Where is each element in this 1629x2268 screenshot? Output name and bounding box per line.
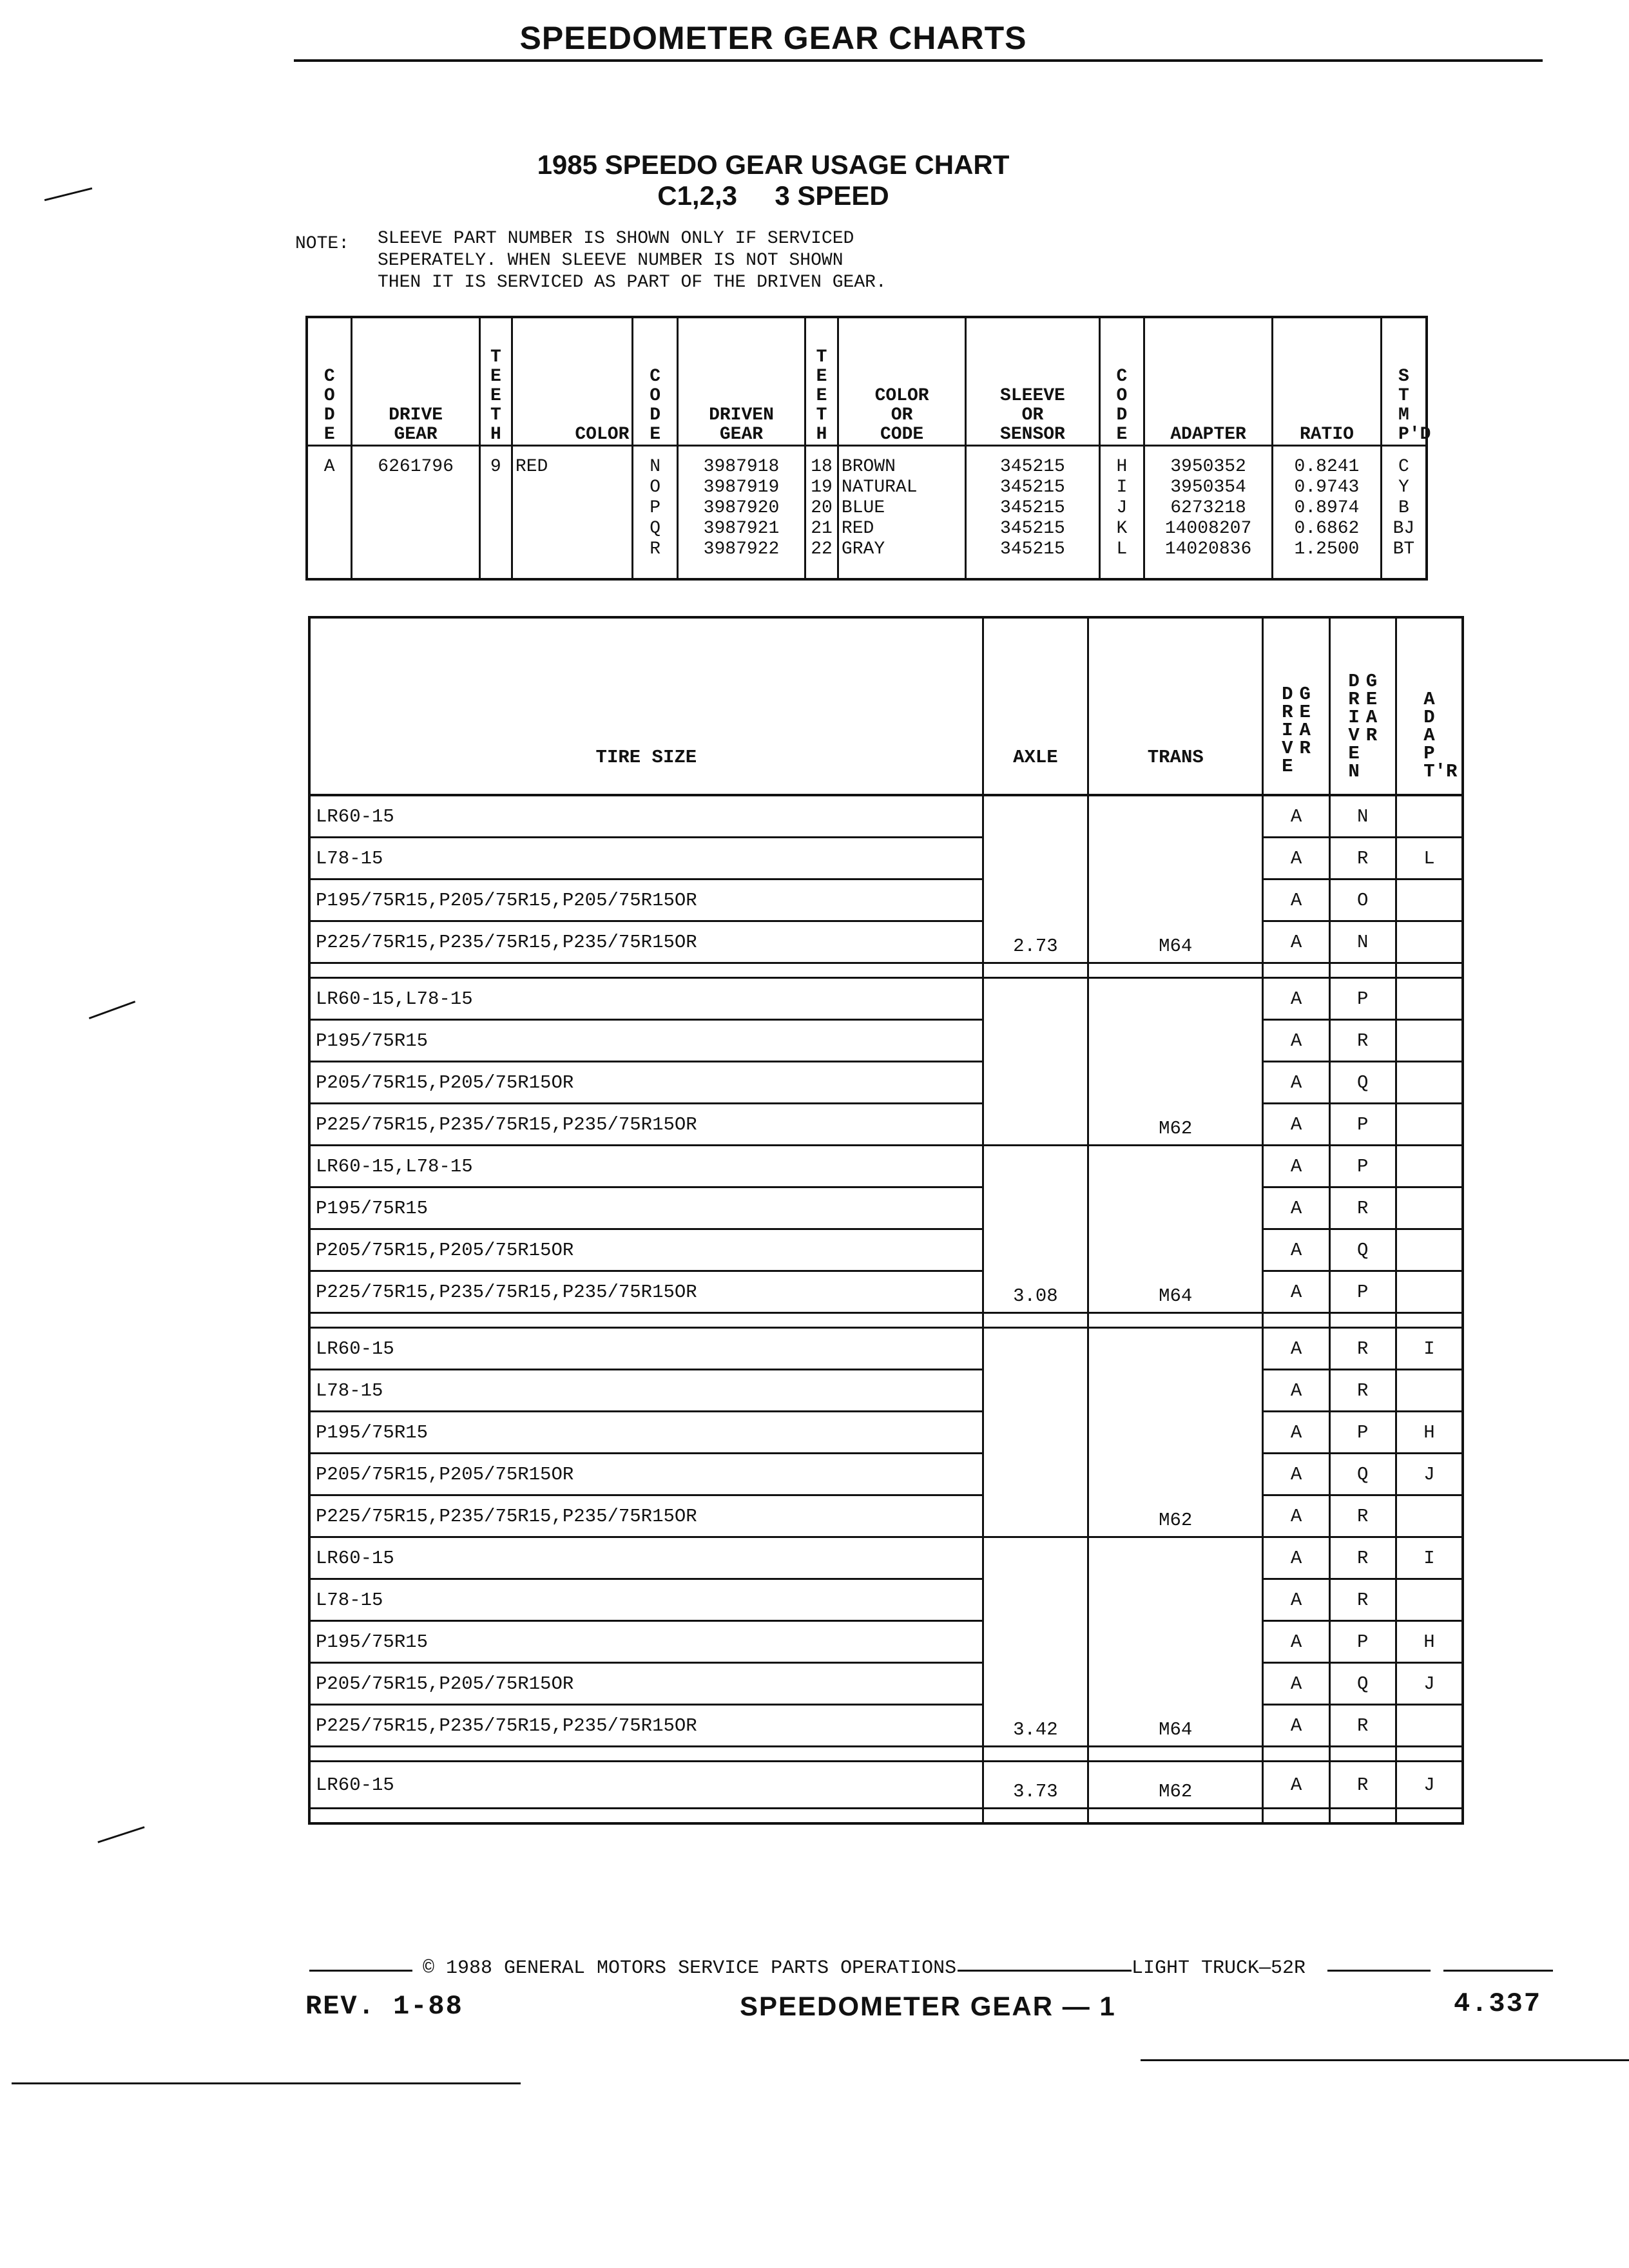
cell-adapter: J	[1396, 1663, 1463, 1705]
tire-row	[309, 1370, 1463, 1412]
cell-tire-size: P195/75R15,P205/75R15,P205/75R15OR	[309, 879, 983, 921]
cell-tire-size: L78-15	[309, 1370, 983, 1412]
cell-trans: M62	[1088, 1328, 1263, 1537]
group-separator	[309, 1747, 1463, 1762]
cell-trans: M64	[1088, 1537, 1263, 1747]
cell-tire-size: P225/75R15,P235/75R15,P235/75R15OR	[309, 1495, 983, 1537]
punch-mark	[97, 1826, 144, 1843]
header-adapter: ADAPT'R	[1396, 617, 1463, 795]
cell-driven-gear: R	[1329, 1328, 1396, 1370]
cell-adapter	[1396, 1271, 1463, 1313]
cell-drive-gear: A	[1263, 1062, 1329, 1104]
punch-mark	[89, 1001, 135, 1019]
separator-cell	[1396, 1313, 1463, 1328]
cell-driven-gear: R	[1329, 1495, 1396, 1537]
cell-driven-gear: R	[1329, 1020, 1396, 1062]
footer-title: SPEEDOMETER GEAR — 1	[740, 1991, 1116, 2021]
tire-row	[309, 1762, 1463, 1809]
separator-cell	[1329, 1809, 1396, 1824]
gear-table-header	[307, 317, 1427, 446]
cell-adapter	[1396, 1705, 1463, 1747]
cell-adapter: I	[1396, 1328, 1463, 1370]
cell-adapter	[1396, 1104, 1463, 1146]
cell-color: RED	[512, 446, 632, 580]
cell-trans: M62	[1088, 1762, 1263, 1809]
group-separator	[309, 1313, 1463, 1328]
footer-rule-right	[1327, 1970, 1431, 1972]
cell-driven-gear: Q	[1329, 1663, 1396, 1705]
cell-stmpd: C Y B BJ BT	[1381, 446, 1427, 580]
gear-usage-table	[305, 316, 1431, 581]
cell-drive-gear: A	[1263, 978, 1329, 1020]
cell-tire-size: LR60-15	[309, 1762, 983, 1809]
cell-sleeve: 345215 345215 345215 345215 345215	[966, 446, 1099, 580]
tire-row	[309, 1454, 1463, 1495]
tire-row	[309, 1271, 1463, 1313]
cell-tire-size: LR60-15	[309, 1537, 983, 1579]
tire-size-table	[308, 616, 1464, 1825]
cell-color-or-code: BROWN NATURAL BLUE RED GRAY	[838, 446, 965, 580]
cell-ratio: 0.8241 0.9743 0.8974 0.6862 1.2500	[1273, 446, 1382, 580]
footer-rule-left	[309, 1970, 412, 1972]
cell-driven-gear: R	[1329, 1762, 1396, 1809]
cell-adapter	[1396, 1370, 1463, 1412]
tire-row	[309, 1104, 1463, 1146]
cell-drive-gear: A	[1263, 1271, 1329, 1313]
cell-driven-gear: R	[1329, 1705, 1396, 1747]
separator-cell	[1263, 1313, 1329, 1328]
tire-row	[309, 1187, 1463, 1229]
cell-code: N O P Q R	[633, 446, 677, 580]
header-teeth: TEETH	[805, 317, 838, 446]
cell-drive-gear: A	[1263, 1104, 1329, 1146]
tire-row	[309, 795, 1463, 838]
scan-edge-line	[1141, 2059, 1629, 2061]
footer-rev: REV. 1-88	[305, 1991, 463, 2022]
cell-drive-gear: A	[1263, 1537, 1329, 1579]
cell-tire-size: P195/75R15	[309, 1412, 983, 1454]
tire-row	[309, 1146, 1463, 1187]
footer-page-number: 4.337	[1454, 1988, 1542, 2019]
cell-drive-gear: A	[1263, 838, 1329, 879]
cell-adapter: I	[1396, 1537, 1463, 1579]
cell-tire-size: P225/75R15,P235/75R15,P235/75R15OR	[309, 921, 983, 963]
cell-driven-gear: R	[1329, 1537, 1396, 1579]
cell-axle: 2.73	[983, 795, 1088, 963]
tire-row	[309, 1537, 1463, 1579]
header-driven-gear: DRIVEN GEAR	[677, 317, 805, 446]
cell-drive-gear: A	[1263, 1495, 1329, 1537]
chart-title-line1: 1985 SPEEDO GEAR USAGE CHART	[537, 149, 1010, 180]
separator-cell	[1088, 1747, 1263, 1762]
chart-title	[0, 149, 1547, 211]
cell-adapter	[1396, 1495, 1463, 1537]
separator-cell	[1329, 963, 1396, 978]
cell-drive-gear: A	[1263, 1454, 1329, 1495]
cell-tire-size: P205/75R15,P205/75R15OR	[309, 1454, 983, 1495]
cell-drive-gear: A	[1263, 1229, 1329, 1271]
header-code: CODE	[1099, 317, 1144, 446]
footer-rule-right2	[1443, 1970, 1553, 1972]
cell-driven-gear: N	[1329, 921, 1396, 963]
cell-adapter	[1396, 1187, 1463, 1229]
header-color: COLOR	[512, 317, 632, 446]
separator-cell	[983, 963, 1088, 978]
cell-tire-size: LR60-15,L78-15	[309, 1146, 983, 1187]
cell-tire-size: P195/75R15	[309, 1187, 983, 1229]
header-sleeve-or-sensor: SLEEVE OR SENSOR	[966, 317, 1099, 446]
cell-adapter	[1396, 1229, 1463, 1271]
header-code: CODE	[307, 317, 352, 446]
cell-drive-gear: A	[1263, 1762, 1329, 1809]
separator-cell	[1329, 1747, 1396, 1762]
separator-cell	[1263, 1747, 1329, 1762]
cell-trans: M64	[1088, 795, 1263, 963]
cell-adapter: 3950352 3950354 6273218 14008207 14020836	[1144, 446, 1273, 580]
separator-cell	[983, 1313, 1088, 1328]
cell-adapter	[1396, 1146, 1463, 1187]
cell-tire-size: P195/75R15	[309, 1621, 983, 1663]
header-color-or-code: COLOR OR CODE	[838, 317, 965, 446]
cell-adapter	[1396, 879, 1463, 921]
cell-adapter: J	[1396, 1762, 1463, 1809]
separator-cell	[309, 1809, 983, 1824]
cell-adapter	[1396, 1020, 1463, 1062]
tire-row	[309, 1062, 1463, 1104]
tire-row	[309, 1705, 1463, 1747]
header-driven-gear: DRIVEN GEAR	[1329, 617, 1396, 795]
header-code: CODE	[633, 317, 677, 446]
cell-driven-gear: Q	[1329, 1454, 1396, 1495]
cell-drive-gear: A	[1263, 1328, 1329, 1370]
header-ratio: RATIO	[1273, 317, 1382, 446]
header-tire-size: TIRE SIZE	[309, 617, 983, 795]
cell-driven-gear: O	[1329, 879, 1396, 921]
footer-section: LIGHT TRUCK—52R	[1132, 1957, 1306, 1979]
cell-driven-gear: P	[1329, 1621, 1396, 1663]
cell-drive-gear: A	[1263, 1663, 1329, 1705]
cell-tire-size: P205/75R15,P205/75R15OR	[309, 1062, 983, 1104]
cell-code: H I J K L	[1099, 446, 1144, 580]
cell-drive-gear: A	[1263, 1621, 1329, 1663]
cell-drive-gear: A	[1263, 879, 1329, 921]
cell-trans: M64	[1088, 1146, 1263, 1313]
cell-driven-gear: Q	[1329, 1062, 1396, 1104]
note-line: THEN IT IS SERVICED AS PART OF THE DRIVEN GEAR.	[378, 273, 887, 293]
cell-driven-gear: P	[1329, 978, 1396, 1020]
cell-teeth: 18 19 20 21 22	[805, 446, 838, 580]
cell-driven-gear: Q	[1329, 1229, 1396, 1271]
note-label: NOTE:	[295, 234, 350, 254]
cell-axle	[983, 1328, 1088, 1537]
cell-adapter	[1396, 921, 1463, 963]
cell-drive-gear: A	[1263, 921, 1329, 963]
separator-cell	[309, 1313, 983, 1328]
tire-table-header	[309, 617, 1463, 795]
scan-edge-line	[12, 2082, 521, 2084]
separator-cell	[1263, 963, 1329, 978]
cell-trans: M62	[1088, 978, 1263, 1146]
cell-drive-gear: A	[1263, 1146, 1329, 1187]
page-title: SPEEDOMETER GEAR CHARTS	[519, 20, 1027, 56]
cell-drive-gear: A	[1263, 1187, 1329, 1229]
cell-driven-gear: P	[1329, 1271, 1396, 1313]
cell-tire-size: L78-15	[309, 838, 983, 879]
cell-tire-size: P205/75R15,P205/75R15OR	[309, 1663, 983, 1705]
cell-adapter: H	[1396, 1621, 1463, 1663]
cell-drive-gear: 6261796	[352, 446, 479, 580]
separator-cell	[1088, 963, 1263, 978]
cell-adapter	[1396, 978, 1463, 1020]
cell-tire-size: P225/75R15,P235/75R15,P235/75R15OR	[309, 1705, 983, 1747]
tire-row	[309, 1621, 1463, 1663]
cell-driven-gear: R	[1329, 838, 1396, 879]
cell-driven-gear: P	[1329, 1412, 1396, 1454]
chart-title-line2: C1,2,3 3 SPEED	[657, 180, 889, 211]
cell-driven-gear: P	[1329, 1104, 1396, 1146]
cell-tire-size: LR60-15	[309, 795, 983, 838]
cell-drive-gear: A	[1263, 1579, 1329, 1621]
cell-driven-gear: R	[1329, 1187, 1396, 1229]
cell-adapter: H	[1396, 1412, 1463, 1454]
cell-adapter	[1396, 795, 1463, 838]
tire-row	[309, 1229, 1463, 1271]
cell-axle	[983, 978, 1088, 1146]
separator-cell	[983, 1747, 1088, 1762]
separator-cell	[1329, 1313, 1396, 1328]
tire-row	[309, 978, 1463, 1020]
tire-row	[309, 1020, 1463, 1062]
cell-axle: 3.73	[983, 1762, 1088, 1809]
separator-cell	[1396, 1747, 1463, 1762]
header-trans: TRANS	[1088, 617, 1263, 795]
cell-driven-gear: P	[1329, 1146, 1396, 1187]
note-line: SLEEVE PART NUMBER IS SHOWN ONLY IF SERVICED	[378, 229, 854, 249]
header-axle: AXLE	[983, 617, 1088, 795]
cell-axle: 3.42	[983, 1537, 1088, 1747]
separator-cell	[309, 1747, 983, 1762]
tire-table-body	[309, 795, 1463, 1823]
cell-driven-gear: 3987918 3987919 3987920 3987921 3987922	[677, 446, 805, 580]
header-drive-gear: DRIVE GEAR	[352, 317, 479, 446]
cell-tire-size: P205/75R15,P205/75R15OR	[309, 1229, 983, 1271]
cell-teeth: 9	[479, 446, 512, 580]
cell-adapter: J	[1396, 1454, 1463, 1495]
separator-cell	[1396, 963, 1463, 978]
cell-driven-gear: R	[1329, 1579, 1396, 1621]
header-rule	[294, 59, 1543, 62]
tire-row	[309, 1495, 1463, 1537]
separator-cell	[309, 963, 983, 978]
cell-tire-size: P225/75R15,P235/75R15,P235/75R15OR	[309, 1271, 983, 1313]
cell-tire-size: P225/75R15,P235/75R15,P235/75R15OR	[309, 1104, 983, 1146]
cell-driven-gear: R	[1329, 1370, 1396, 1412]
cell-drive-gear: A	[1263, 795, 1329, 838]
cell-adapter	[1396, 1062, 1463, 1104]
tire-row	[309, 838, 1463, 879]
separator-cell	[983, 1809, 1088, 1824]
tire-row	[309, 921, 1463, 963]
cell-tire-size: LR60-15	[309, 1328, 983, 1370]
separator-cell	[1263, 1809, 1329, 1824]
cell-tire-size: P195/75R15	[309, 1020, 983, 1062]
header-adapter: ADAPTER	[1144, 317, 1273, 446]
cell-code: A	[307, 446, 352, 580]
footer-rule-mid	[958, 1970, 1132, 1972]
separator-cell	[1088, 1809, 1263, 1824]
tire-row	[309, 1412, 1463, 1454]
gear-table-row	[307, 446, 1427, 580]
cell-adapter	[1396, 1579, 1463, 1621]
header-teeth: TEETH	[479, 317, 512, 446]
footer-copyright: © 1988 GENERAL MOTORS SERVICE PARTS OPERATIONS	[423, 1957, 957, 1979]
cell-tire-size: L78-15	[309, 1579, 983, 1621]
cell-driven-gear: N	[1329, 795, 1396, 838]
header-drive-gear: DRIVE GEAR	[1263, 617, 1329, 795]
note-text	[378, 228, 887, 294]
group-separator	[309, 963, 1463, 978]
tire-row	[309, 1328, 1463, 1370]
cell-axle: 3.08	[983, 1146, 1088, 1313]
tire-row	[309, 1663, 1463, 1705]
header-stmpd: STMP'D	[1381, 317, 1427, 446]
note-line: SEPERATELY. WHEN SLEEVE NUMBER IS NOT SHOWN	[378, 251, 843, 271]
cell-drive-gear: A	[1263, 1370, 1329, 1412]
separator-cell	[1396, 1809, 1463, 1824]
cell-drive-gear: A	[1263, 1412, 1329, 1454]
tire-row	[309, 879, 1463, 921]
separator-cell	[1088, 1313, 1263, 1328]
cell-tire-size: LR60-15,L78-15	[309, 978, 983, 1020]
cell-drive-gear: A	[1263, 1705, 1329, 1747]
tire-row	[309, 1579, 1463, 1621]
cell-drive-gear: A	[1263, 1020, 1329, 1062]
cell-adapter: L	[1396, 838, 1463, 879]
group-separator	[309, 1809, 1463, 1824]
